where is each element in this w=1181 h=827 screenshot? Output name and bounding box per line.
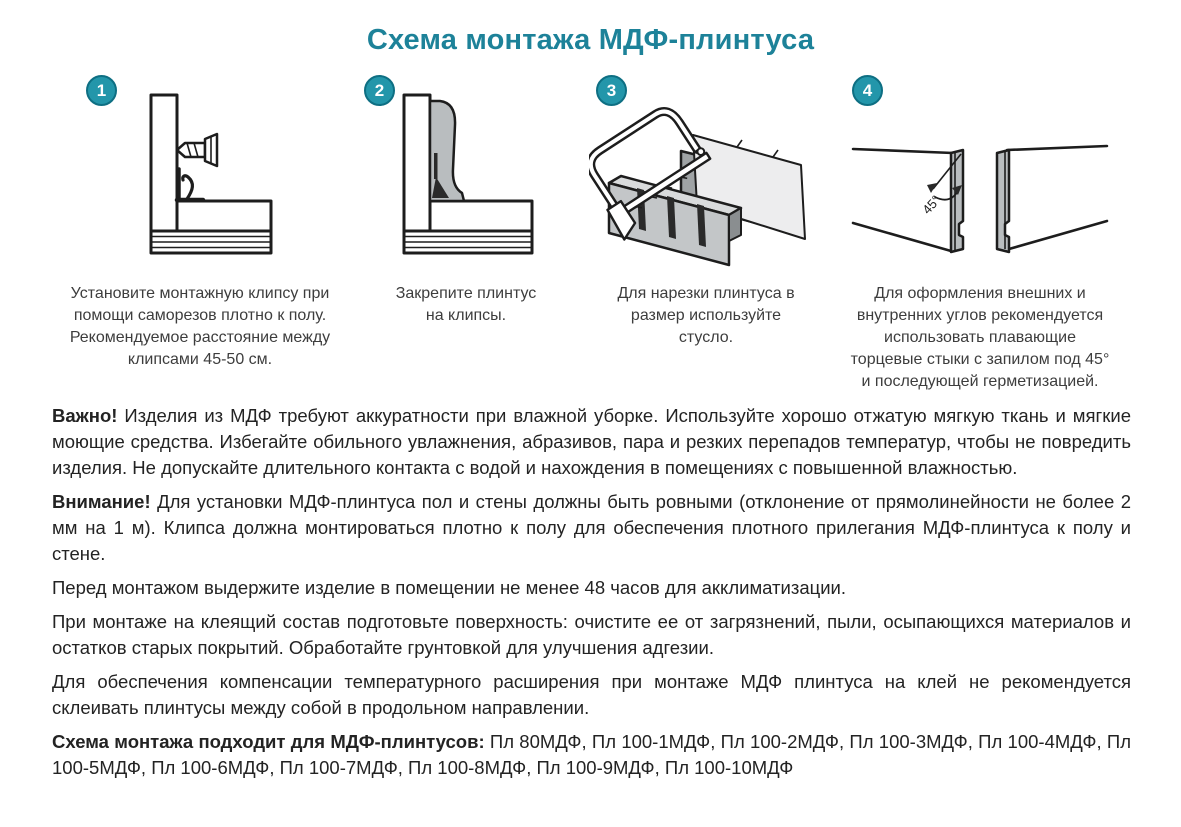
- wall-floor-clip-screw-diagram: [50, 79, 350, 271]
- step-caption: Установите монтажную клипсу при помощи саморезов плотно к полу. Рекомендуемое расстояние между клипсами 45-50 см.: [69, 285, 331, 368]
- paragraph-lead: Внимание!: [52, 491, 158, 512]
- mitered-corner-joint-diagram: [830, 79, 1130, 271]
- step-4: [830, 73, 1130, 393]
- paragraph-important: [52, 403, 1131, 481]
- step-number: 4: [862, 80, 873, 100]
- corner-joint-illustration: [849, 137, 1111, 257]
- paragraph-lead: Важно!: [52, 405, 125, 426]
- step-1-badge: [86, 75, 117, 106]
- paragraph-text: Для установки МДФ-плинтуса пол и стены должны быть ровными (отклонение от прямолинейности не более 2 мм на 1 м). Клипса должна монтироваться плотно к полу для обеспечения плотного прилегания МДФ-плинтуса к полу и стене.: [52, 491, 1131, 564]
- miter-box-hacksaw-diagram: [582, 79, 830, 271]
- steps-section: [0, 73, 1181, 393]
- paragraph-compatible-models: [52, 729, 1131, 781]
- right-plinth-end-icon: [997, 146, 1107, 252]
- step-4-badge: [852, 75, 883, 106]
- paragraph-text: Пл 80МДФ, Пл 100-1МДФ, Пл 100-2МДФ, Пл 100-3МДФ, Пл 100-4МДФ, Пл 100-5МДФ, Пл 100-6МДФ, Пл 100-7МДФ, Пл 100-8МДФ, Пл 100-9МДФ, Пл 100-10МДФ: [52, 731, 1131, 778]
- angle-label: 45°: [919, 192, 944, 217]
- step-2: [350, 73, 582, 393]
- step-number: 2: [374, 80, 385, 100]
- step-3: [582, 73, 830, 393]
- step-caption: Для нарезки плинтуса в размер используйте стусло.: [617, 285, 795, 346]
- plinth-mounted-on-clip-diagram: [350, 79, 582, 271]
- step-2-badge: [364, 75, 395, 106]
- instructions-section: [0, 403, 1181, 781]
- step-3-badge: [596, 75, 627, 106]
- paragraph-text: Перед монтажом выдержите изделие в помещении не менее 48 часов для акклиматизации.: [52, 577, 847, 598]
- step-caption: Для оформления внешних и внутренних углов рекомендуется использовать плавающие торцевые стыки с запилом под 45° и последующей герметизацией.: [850, 285, 1110, 390]
- screw-icon: [177, 134, 217, 166]
- paragraph-attention: [52, 489, 1131, 567]
- plinth-profile-icon: [430, 101, 464, 201]
- step-number: 3: [606, 80, 617, 100]
- clip-install-illustration: [125, 93, 275, 257]
- paragraph-acclimatization: [52, 575, 1131, 601]
- paragraph-text: При монтаже на клеящий состав подготовьте поверхность: очистите ее от загрязнений, пыли, осыпающихся материалов и остатков старых покрытий. Обработайте грунтовкой для улучшения адгезии.: [52, 611, 1131, 658]
- step-1: [50, 73, 350, 393]
- paragraph-expansion: [52, 669, 1131, 721]
- paragraph-text: Изделия из МДФ требуют аккуратности при влажной уборке. Используйте хорошо отжатую мягкую ткань и мягкие моющие средства. Избегайте обильного увлажнения, абразивов, пара и резких перепадов температур, чтобы не повредить изделия. Не допускайте длительного контакта с водой и нахождения в помещениях с повышенной влажностью.: [52, 405, 1132, 478]
- paragraph-text: Для обеспечения компенсации температурного расширения при монтаже МДФ плинтуса на клей не рекомендуется склеивать плинтусы между собой в продольном направлении.: [52, 671, 1131, 718]
- paragraph-glue-surface: [52, 609, 1131, 661]
- mounting-clip-icon: [177, 169, 203, 200]
- paragraph-lead: Схема монтажа подходит для МДФ-плинтусов:: [52, 731, 490, 752]
- plinth-clip-illustration: [386, 93, 546, 257]
- step-number: 1: [96, 80, 107, 100]
- miter-box-illustration: [589, 85, 824, 275]
- step-caption: Закрепите плинтус на клипсы.: [395, 285, 537, 324]
- page-title: Схема монтажа МДФ-плинтуса: [366, 24, 815, 56]
